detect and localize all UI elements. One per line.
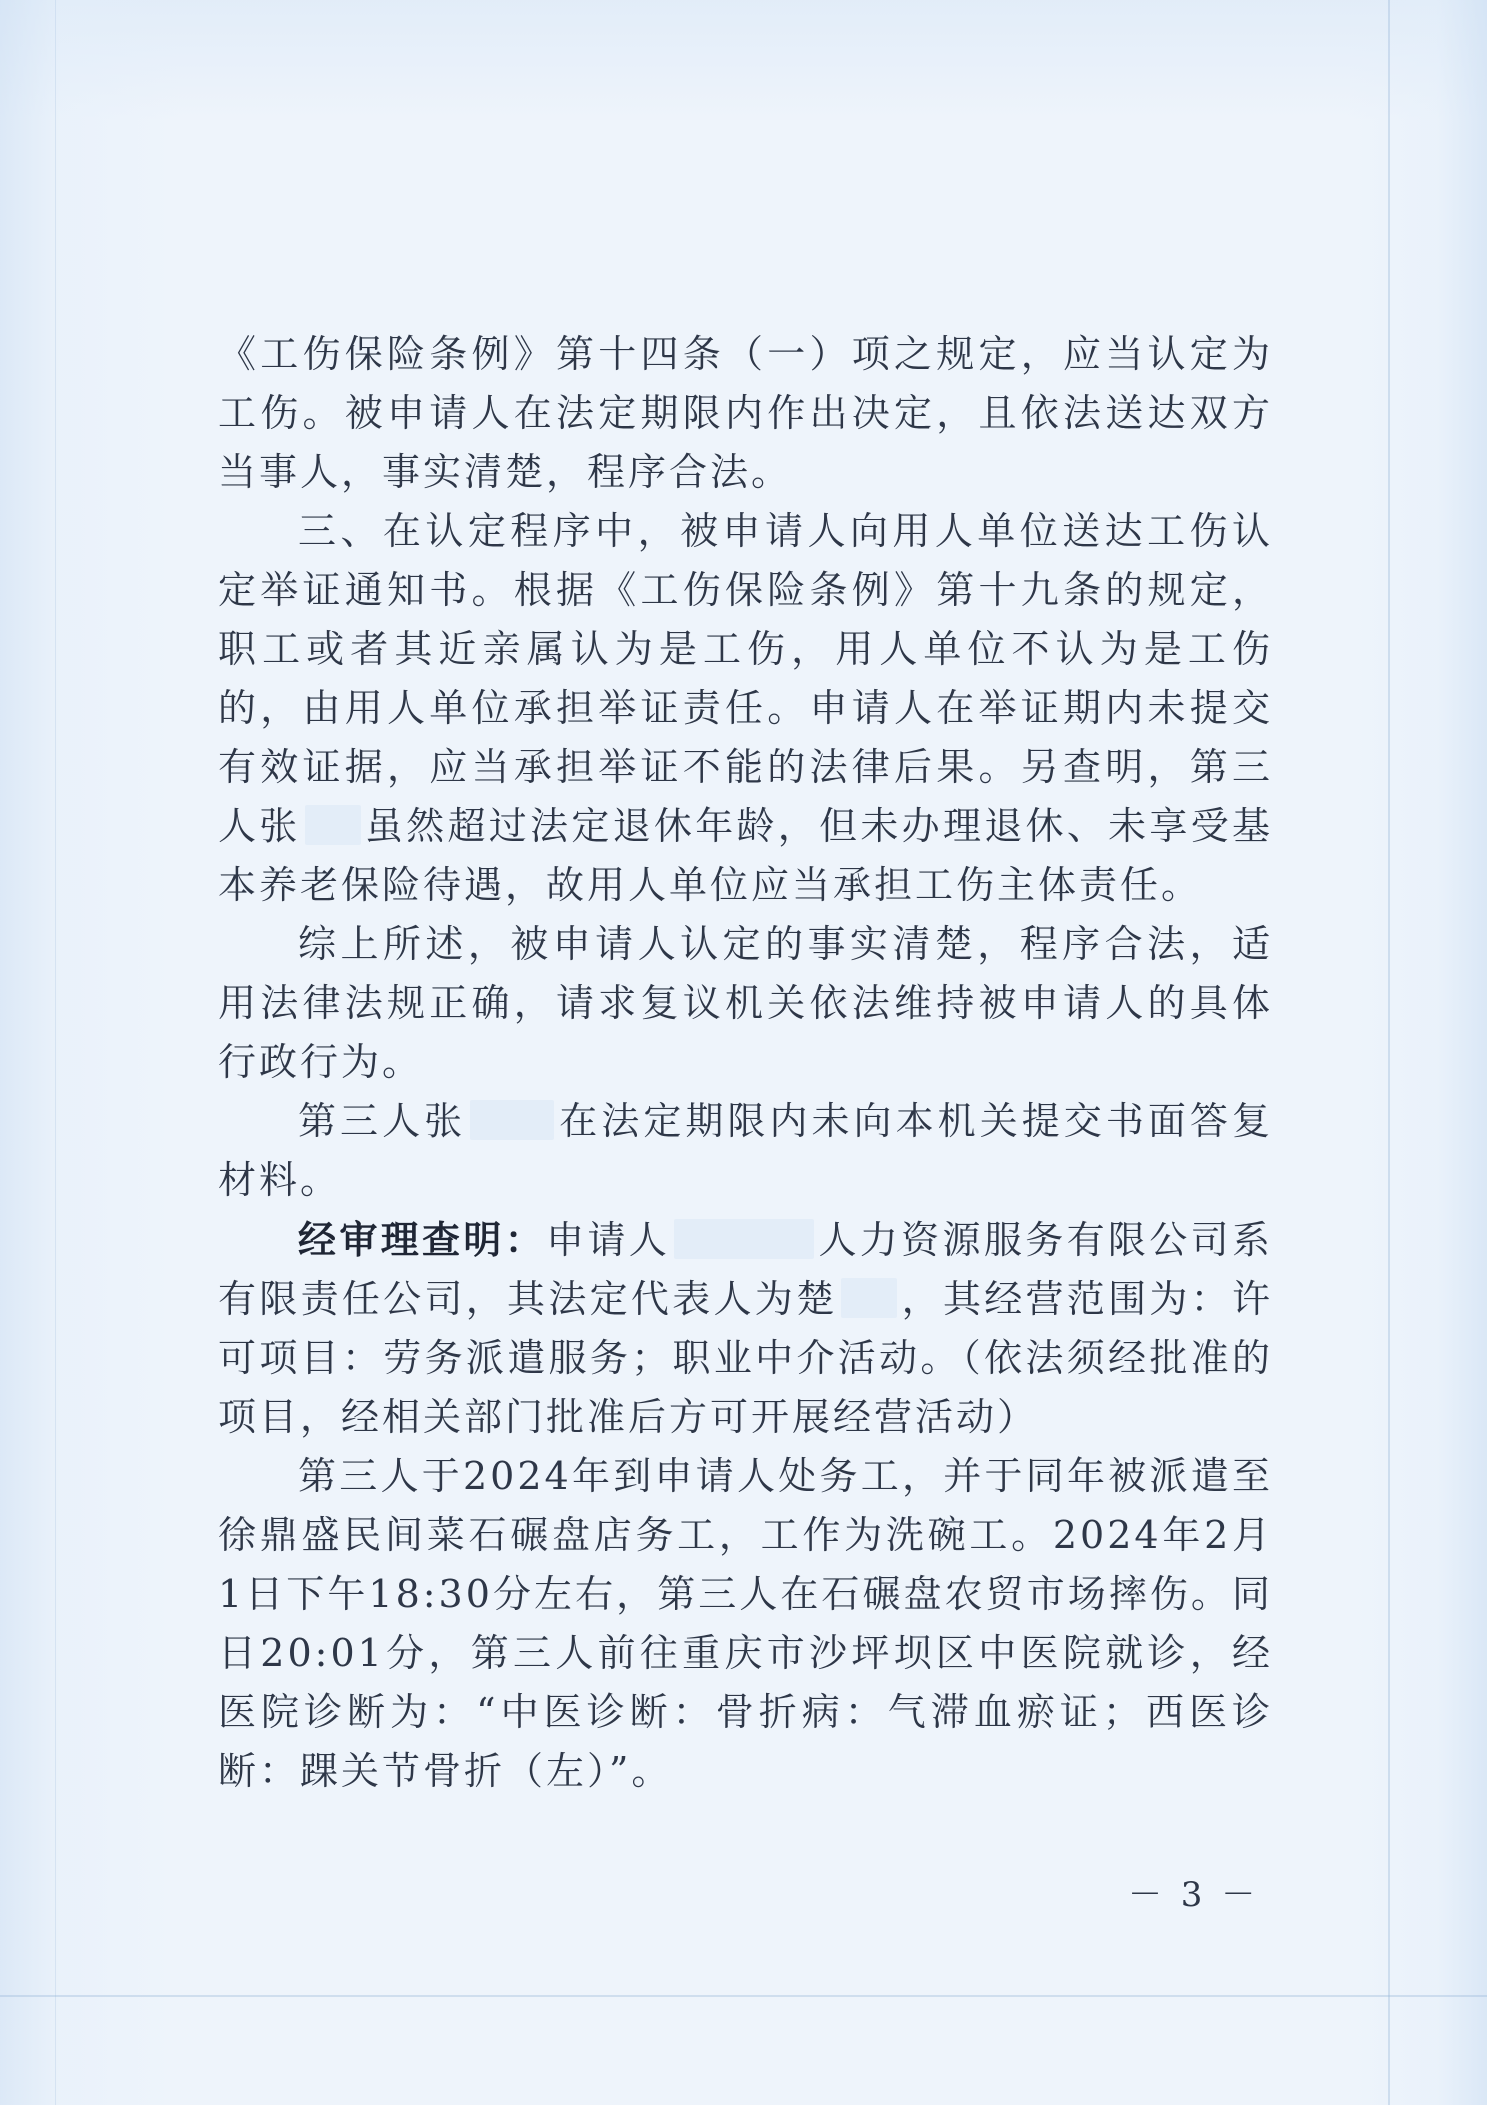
scan-edge-line — [0, 1995, 1487, 1997]
paragraph-continuation — [218, 325, 1273, 502]
paragraph-injury-facts — [218, 1447, 1273, 1801]
paragraph-text: 在法定期限内未向本机关提交书面答复材料。 — [218, 1099, 1273, 1202]
redacted-name — [470, 1100, 554, 1140]
paragraph-third-party — [218, 1092, 1273, 1210]
document-body — [218, 325, 1273, 1801]
paragraph-text: 人力资源服务有限公司系有限责任公司，其法定代表人为楚 — [218, 1218, 1273, 1321]
paragraph-text: 第三人于2024年到申请人处务工，并于同年被派遣至徐鼎盛民间菜石碾盘店务工，工作为洗碗工。2024年2月1日下午18:30分左右，第三人在石碾盘农贸市场摔伤。同日20:01分，第三人前往重庆市沙坪坝区中医院就诊，经医院诊断为：“中医诊断：骨折病：气滞血瘀证；西医诊断：踝关节骨折（左）”。 — [218, 1454, 1273, 1793]
paragraph-text: ，其经营范围为：许可项目：劳务派遣服务；职业中介活动。（依法须经批准的项目，经相关部门批准后方可开展经营活动） — [218, 1277, 1273, 1439]
page-number: － 3 － — [1128, 1875, 1260, 1915]
findings-heading: 经审理查明： — [298, 1217, 547, 1262]
scan-edge-line — [1388, 0, 1390, 2105]
redacted-company-name — [674, 1219, 814, 1259]
paragraph-text: 三、在认定程序中，被申请人向用人单位送达工伤认定举证通知书。根据《工伤保险条例》第十九条的规定，职工或者其近亲属认为是工伤，用人单位不认为是工伤的，由用人单位承担举证责任。申请人在举证期内未提交有效证据，应当承担举证不能的法律后果。另查明，第三人张 — [218, 509, 1273, 848]
paragraph-text: 第三人张 — [298, 1099, 467, 1143]
redacted-name — [841, 1278, 897, 1318]
paragraph-text: 申请人 — [546, 1218, 671, 1262]
redacted-name — [305, 805, 361, 845]
paragraph-evidence — [218, 502, 1273, 915]
paragraph-findings — [218, 1210, 1273, 1447]
paragraph-text: 虽然超过法定退休年龄，但未办理退休、未享受基本养老保险待遇，故用人单位应当承担工伤主体责任。 — [218, 804, 1273, 907]
scan-edge-line — [55, 0, 56, 2105]
paragraph-text: 《工伤保险条例》第十四条（一）项之规定，应当认定为工伤。被申请人在法定期限内作出决定，且依法送达双方当事人，事实清楚，程序合法。 — [218, 332, 1273, 494]
paragraph-summary — [218, 915, 1273, 1092]
paragraph-text: 综上所述，被申请人认定的事实清楚，程序合法，适用法律法规正确，请求复议机关依法维持被申请人的具体行政行为。 — [218, 922, 1273, 1084]
